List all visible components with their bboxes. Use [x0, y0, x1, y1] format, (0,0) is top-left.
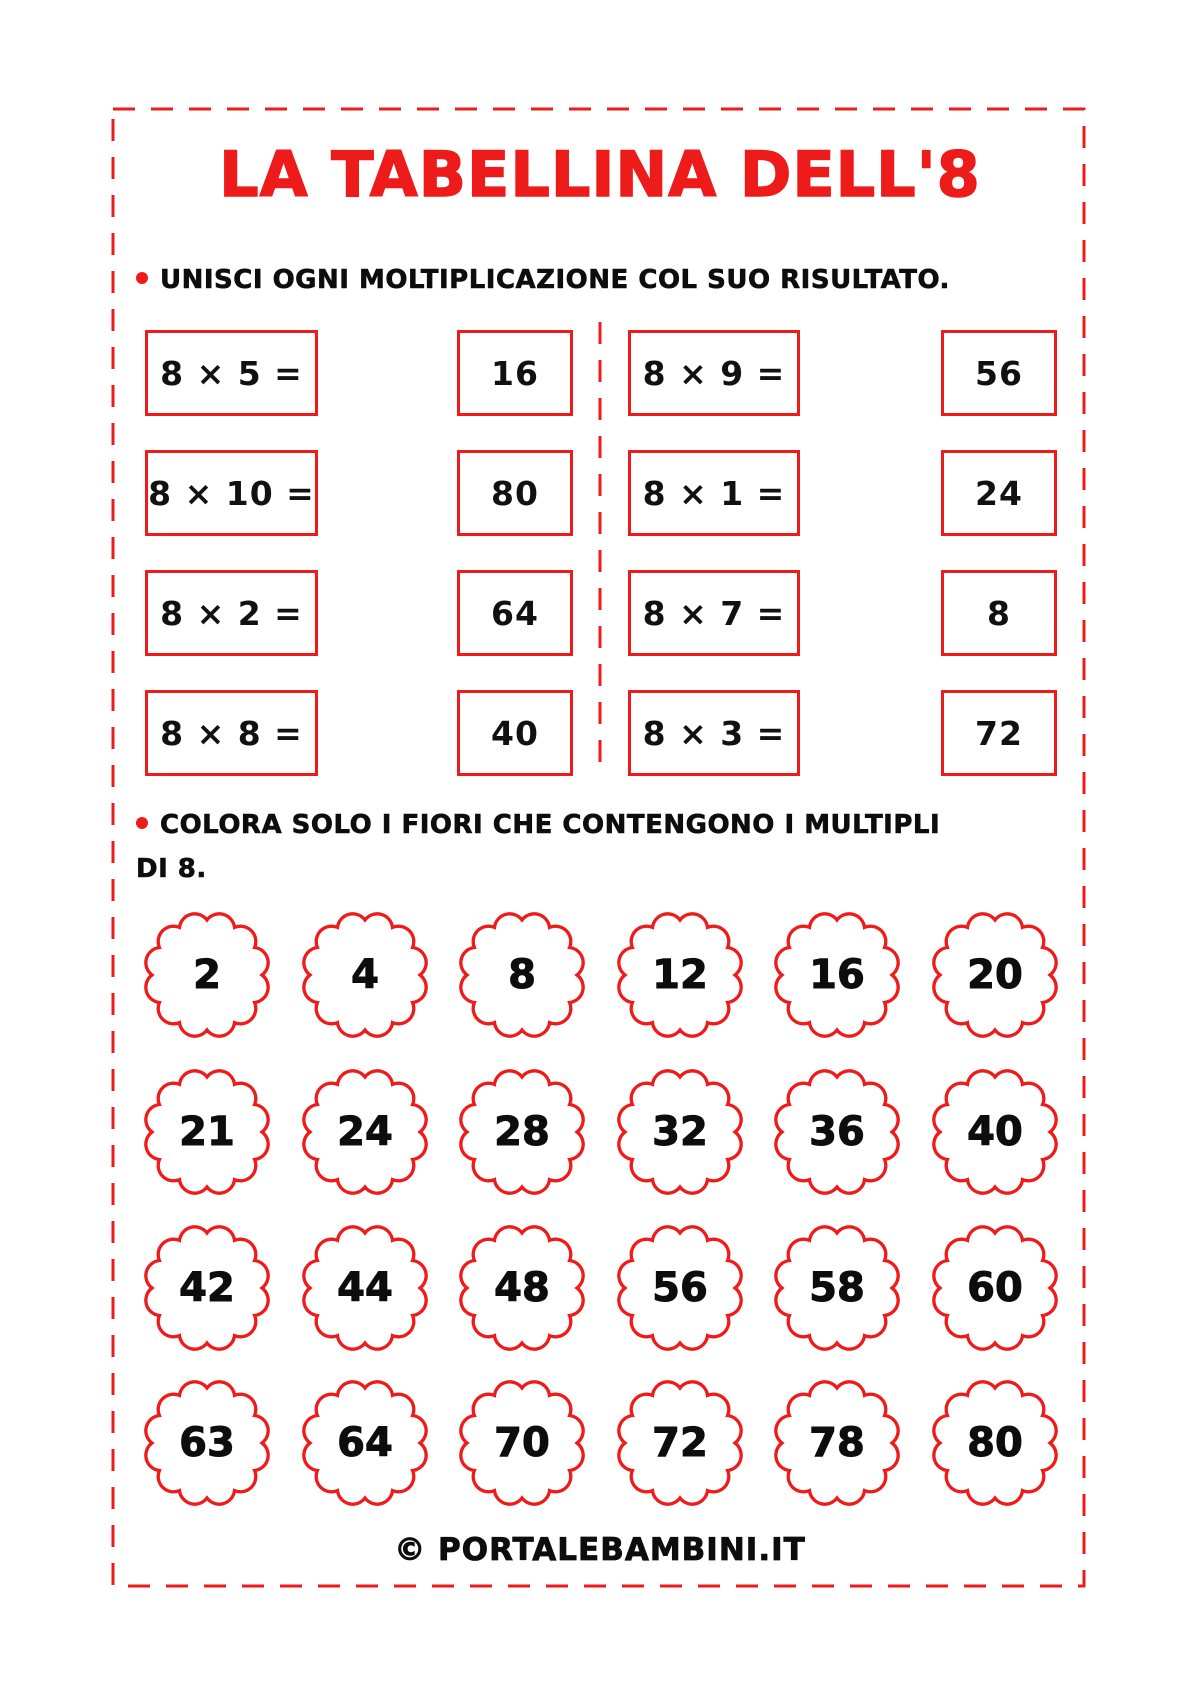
bullet-icon: [136, 272, 148, 284]
flower-number: 63: [179, 1420, 235, 1466]
flower-number: 32: [652, 1109, 708, 1155]
flower[interactable]: [616, 1224, 744, 1352]
flower-number: 4: [351, 952, 379, 998]
flower[interactable]: [616, 1068, 744, 1196]
multiplication-box[interactable]: 8 × 9 =: [628, 330, 800, 416]
flower[interactable]: [143, 911, 271, 1039]
flower[interactable]: [931, 911, 1059, 1039]
flower[interactable]: [143, 1224, 271, 1352]
result-box[interactable]: 8: [941, 570, 1057, 656]
flower-number: 42: [179, 1265, 235, 1311]
flower-number: 20: [967, 952, 1023, 998]
flower[interactable]: [458, 1224, 586, 1352]
flower-number: 80: [967, 1420, 1023, 1466]
multiplication-box[interactable]: 8 × 1 =: [628, 450, 800, 536]
multiplication-box[interactable]: 8 × 8 =: [145, 690, 318, 776]
flower[interactable]: [143, 1068, 271, 1196]
multiplication-box[interactable]: 8 × 7 =: [628, 570, 800, 656]
flower-number: 64: [337, 1420, 393, 1466]
exercise1-instruction-text: UNISCI OGNI MOLTIPLICAZIONE COL SUO RISULTATO.: [160, 265, 950, 295]
flower[interactable]: [931, 1068, 1059, 1196]
multiplication-box[interactable]: 8 × 5 =: [145, 330, 318, 416]
exercise1-instruction: [136, 258, 950, 302]
flower[interactable]: [931, 1379, 1059, 1507]
flower[interactable]: [143, 1379, 271, 1507]
exercise2-instruction: [136, 803, 940, 891]
result-box[interactable]: 72: [941, 690, 1057, 776]
exercise2-instruction-line2: DI 8.: [136, 854, 207, 884]
flower-number: 24: [337, 1109, 393, 1155]
flower-number: 58: [809, 1265, 865, 1311]
result-box[interactable]: 24: [941, 450, 1057, 536]
multiplication-box[interactable]: 8 × 2 =: [145, 570, 318, 656]
flower-number: 8: [508, 952, 536, 998]
flower-number: 28: [494, 1109, 550, 1155]
flower-number: 72: [652, 1420, 708, 1466]
flower[interactable]: [458, 1379, 586, 1507]
flower[interactable]: [301, 911, 429, 1039]
flower-number: 56: [652, 1265, 708, 1311]
flower[interactable]: [773, 1068, 901, 1196]
flower-number: 36: [809, 1109, 865, 1155]
flower-number: 2: [193, 952, 221, 998]
flower[interactable]: [616, 1379, 744, 1507]
flower-number: 78: [809, 1420, 865, 1466]
page-title: LA TABELLINA DELL'8: [219, 138, 981, 211]
result-box[interactable]: 80: [457, 450, 573, 536]
result-box[interactable]: 64: [457, 570, 573, 656]
flower[interactable]: [458, 1068, 586, 1196]
flower-number: 60: [967, 1265, 1023, 1311]
result-box[interactable]: 40: [457, 690, 573, 776]
flower-number: 40: [967, 1109, 1023, 1155]
flower-number: 48: [494, 1265, 550, 1311]
multiplication-box[interactable]: 8 × 3 =: [628, 690, 800, 776]
flower[interactable]: [458, 911, 586, 1039]
flower-number: 21: [179, 1109, 235, 1155]
flower[interactable]: [931, 1224, 1059, 1352]
result-box[interactable]: 16: [457, 330, 573, 416]
flower[interactable]: [301, 1224, 429, 1352]
footer-credit: © PORTALEBAMBINI.IT: [394, 1532, 806, 1568]
flower[interactable]: [773, 1379, 901, 1507]
flower[interactable]: [301, 1068, 429, 1196]
multiplication-box[interactable]: 8 × 10 =: [145, 450, 318, 536]
bullet-icon: [136, 817, 148, 829]
exercise2-instruction-line1: COLORA SOLO I FIORI CHE CONTENGONO I MULTIPLI: [136, 803, 940, 847]
flower-number: 44: [337, 1265, 393, 1311]
result-box[interactable]: 56: [941, 330, 1057, 416]
flower[interactable]: [773, 1224, 901, 1352]
flower-number: 70: [494, 1420, 550, 1466]
flower[interactable]: [301, 1379, 429, 1507]
flower-number: 16: [809, 952, 865, 998]
flower[interactable]: [773, 911, 901, 1039]
flower[interactable]: [616, 911, 744, 1039]
flower-number: 12: [652, 952, 708, 998]
